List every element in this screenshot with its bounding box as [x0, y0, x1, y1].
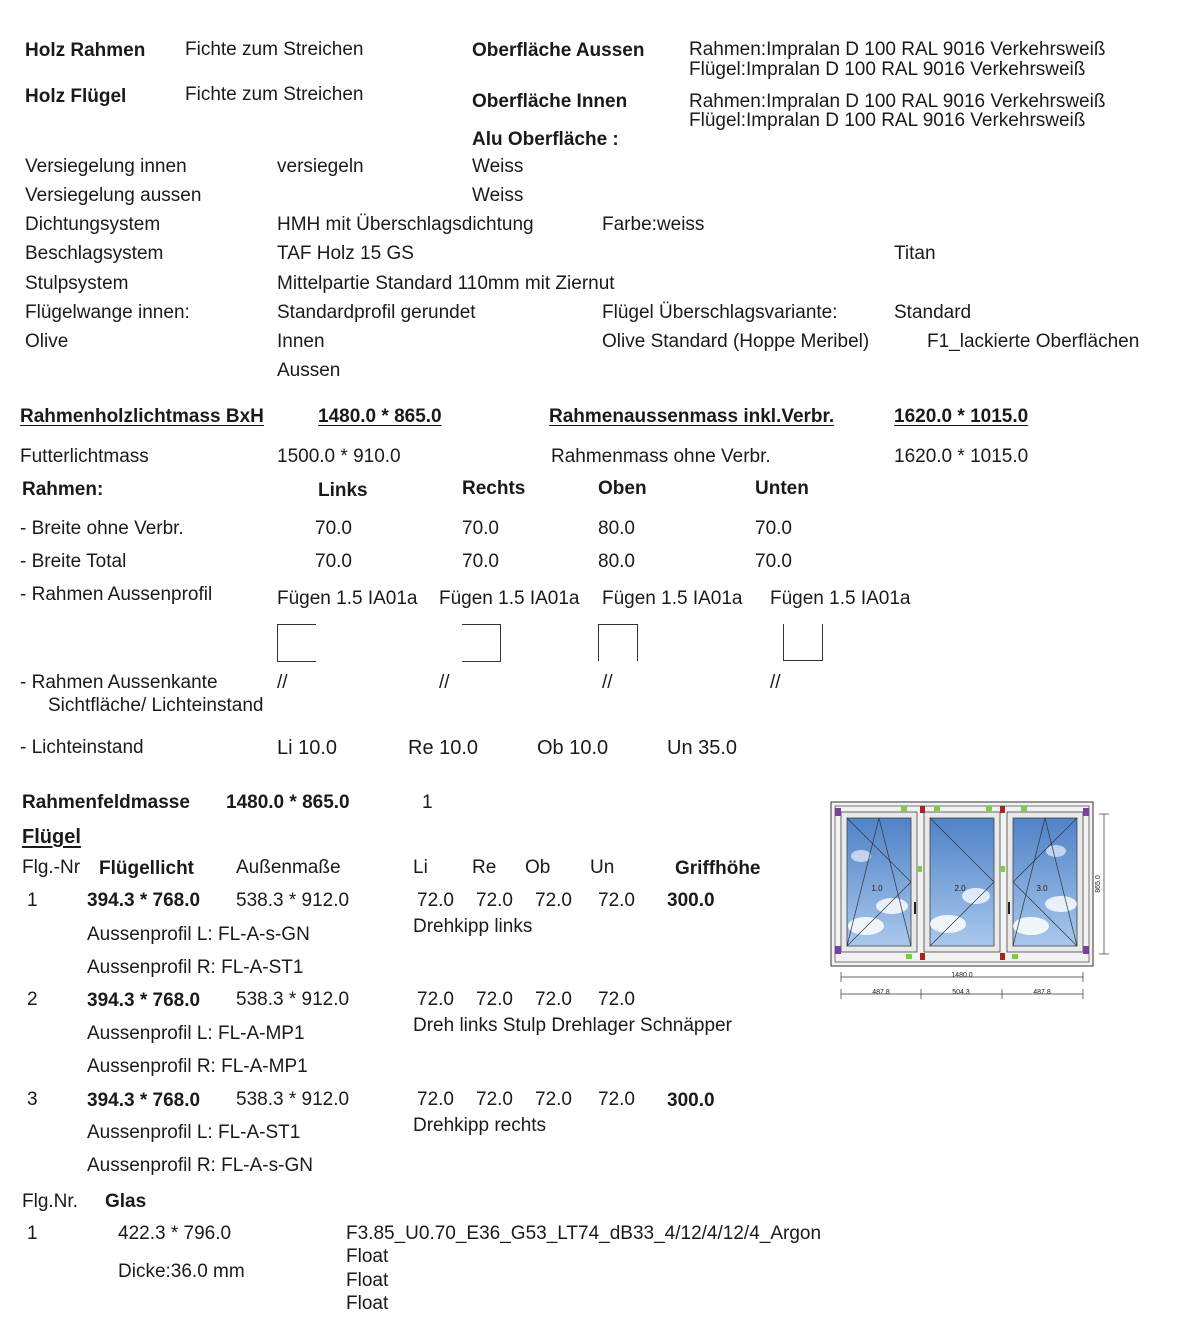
col-unten: Unten	[755, 478, 809, 499]
fluegel-row-li: 72.0	[417, 989, 454, 1010]
alu-oberflaeche-label: Alu Oberfläche :	[472, 129, 619, 150]
dichtungsystem-farbe: Farbe:weiss	[602, 214, 705, 235]
glas-dicke: Dicke:36.0 mm	[118, 1261, 245, 1282]
fluegel-row-un: 72.0	[598, 890, 635, 911]
fluegel-header-griff: Griffhöhe	[675, 858, 761, 879]
lichteinstand-rechts: Re 10.0	[408, 737, 479, 759]
rahmenfeldmasse-value: 1480.0 * 865.0	[226, 792, 350, 813]
dichtungsystem-value: HMH mit Überschlagsdichtung	[277, 214, 534, 235]
fluegel-title: Flügel	[22, 826, 81, 848]
fluegel-row-griff: 300.0	[667, 1090, 715, 1111]
rahmenholzlichtmass-label: Rahmenholzlichtmass BxH	[20, 406, 264, 427]
stulpsystem-label: Stulpsystem	[25, 273, 129, 294]
lichteinstand-unten: Un 35.0	[667, 737, 738, 759]
fluegel-header-un: Un	[590, 857, 615, 878]
fluegel-row-licht: 394.3 * 768.0	[87, 1090, 201, 1111]
fluegel-row-profil-l: Aussenprofil L: FL-A-MP1	[87, 1023, 305, 1044]
holz-rahmen-label: Holz Rahmen	[25, 40, 146, 61]
breite-total-label: - Breite Total	[20, 551, 127, 572]
oberflaeche-innen-rahmen: Rahmen:Impralan D 100 RAL 9016 Verkehrsweiß	[689, 91, 1106, 112]
aussenkante-oben: //	[602, 672, 613, 693]
fluegel-row-re: 72.0	[476, 890, 513, 911]
aussenprofil-oben: Fügen 1.5 IA01a	[602, 588, 743, 609]
fluegel-row-aussen: 538.3 * 912.0	[236, 890, 350, 911]
olive-aussen: Aussen	[277, 360, 341, 381]
oberflaeche-aussen-rahmen: Rahmen:Impralan D 100 RAL 9016 Verkehrsweiß	[689, 39, 1106, 60]
col-rechts: Rechts	[462, 478, 526, 499]
glas-nr: 1	[27, 1223, 38, 1244]
ueberschlag-value: Standard	[894, 302, 972, 323]
oberflaeche-innen-fluegel: Flügel:Impralan D 100 RAL 9016 Verkehrsweiß	[689, 110, 1086, 131]
part-label: 487.8	[872, 989, 890, 996]
glas-nr-label: Flg.Nr.	[22, 1191, 78, 1212]
lichteinstand-label: - Lichteinstand	[20, 737, 144, 758]
profile-top-icon	[598, 624, 638, 661]
profile-right-icon	[462, 624, 501, 662]
glas-title: Glas	[105, 1191, 147, 1212]
aussenprofil-rechts: Fügen 1.5 IA01a	[439, 588, 580, 609]
profile-bottom-icon	[783, 624, 823, 661]
ueberschlag-label: Flügel Überschlagsvariante:	[602, 302, 838, 323]
holz-fluegel-value: Fichte zum Streichen	[185, 84, 364, 105]
fluegel-row-ob: 72.0	[535, 890, 572, 911]
fluegel-row-nr: 2	[27, 989, 38, 1010]
lichteinstand-oben: Ob 10.0	[537, 737, 609, 759]
height-dimension	[1095, 814, 1109, 954]
breite-ohne-oben: 80.0	[598, 518, 635, 539]
fluegel-row-li: 72.0	[417, 1089, 454, 1110]
fluegelwange-value: Standardprofil gerundet	[277, 302, 476, 323]
col-links: Links	[318, 480, 368, 501]
glas-layer: Float	[346, 1293, 389, 1314]
versiegelung-innen-label: Versiegelung innen	[25, 156, 187, 177]
part-label: 504.3	[952, 989, 970, 996]
rahmenfeldmasse-count: 1	[422, 792, 433, 813]
aussenprofil-links: Fügen 1.5 IA01a	[277, 588, 418, 609]
fluegel-row-li: 72.0	[417, 890, 454, 911]
futterlichtmass-value: 1500.0 * 910.0	[277, 446, 401, 467]
breite-ohne-unten: 70.0	[755, 518, 792, 539]
fluegel-row-ob: 72.0	[535, 989, 572, 1010]
fluegel-row-licht: 394.3 * 768.0	[87, 890, 201, 911]
versiegelung-innen-value: versiegeln	[277, 156, 364, 177]
window-drawing	[826, 796, 1116, 1006]
fluegel-row-profil-l: Aussenprofil L: FL-A-s-GN	[87, 924, 310, 945]
oberflaeche-innen-label: Oberfläche Innen	[472, 91, 628, 112]
fluegel-header-re: Re	[472, 857, 497, 878]
sash-2	[924, 812, 1000, 952]
lichteinstand-links: Li 10.0	[277, 737, 338, 759]
aussenprofil-label: - Rahmen Aussenprofil	[20, 584, 213, 605]
rahmenaussenmass-label: Rahmenaussenmass inkl.Verbr.	[549, 406, 835, 427]
sash-3	[1007, 812, 1083, 952]
fluegel-row-profil-l: Aussenprofil L: FL-A-ST1	[87, 1122, 301, 1143]
sash-label: 2.0	[954, 884, 966, 893]
glas-size: 422.3 * 796.0	[118, 1223, 232, 1244]
breite-total-unten: 70.0	[755, 551, 792, 572]
rahmenmass-ohne-value: 1620.0 * 1015.0	[894, 446, 1029, 467]
profile-left-icon	[277, 624, 316, 662]
fluegel-row-licht: 394.3 * 768.0	[87, 990, 201, 1011]
fluegel-row-nr: 3	[27, 1089, 38, 1110]
olive-oberflaeche: F1_lackierte Oberflächen	[927, 331, 1140, 352]
fluegel-row-re: 72.0	[476, 989, 513, 1010]
fluegel-header-licht: Flügellicht	[99, 858, 194, 879]
aussenkante-rechts: //	[439, 672, 450, 693]
rahmenmass-ohne-label: Rahmenmass ohne Verbr.	[551, 446, 771, 467]
height-label: 865.0	[1095, 875, 1102, 893]
fluegel-row-type: Dreh links Stulp Drehlager Schnäpper	[413, 1015, 732, 1036]
aussenkante-links: //	[277, 672, 288, 693]
width-dimension	[841, 972, 1083, 999]
beschlagsystem-value: TAF Holz 15 GS	[277, 243, 414, 264]
futterlichtmass-label: Futterlichtmass	[20, 446, 149, 467]
versiegelung-innen-alu: Weiss	[472, 156, 524, 177]
rahmenfeldmasse-label: Rahmenfeldmasse	[22, 792, 190, 813]
fluegel-header-li: Li	[413, 857, 428, 878]
holz-rahmen-value: Fichte zum Streichen	[185, 39, 364, 60]
glas-layer: Float	[346, 1270, 389, 1291]
rahmen-title: Rahmen:	[22, 479, 104, 500]
holz-fluegel-label: Holz Flügel	[25, 86, 127, 107]
oberflaeche-aussen-fluegel: Flügel:Impralan D 100 RAL 9016 Verkehrsweiß	[689, 59, 1086, 80]
beschlagsystem-farbe: Titan	[894, 243, 936, 264]
breite-total-rechts: 70.0	[462, 551, 499, 572]
fluegel-row-re: 72.0	[476, 1089, 513, 1110]
fluegel-row-type: Drehkipp rechts	[413, 1115, 547, 1136]
breite-ohne-rechts: 70.0	[462, 518, 499, 539]
olive-value: Olive Standard (Hoppe Meribel)	[602, 331, 870, 352]
breite-ohne-links: 70.0	[315, 518, 352, 539]
aussenprofil-unten: Fügen 1.5 IA01a	[770, 588, 911, 609]
breite-total-oben: 80.0	[598, 551, 635, 572]
fluegel-row-aussen: 538.3 * 912.0	[236, 989, 350, 1010]
sash-label: 3.0	[1036, 884, 1048, 893]
sash-label: 1.0	[871, 884, 883, 893]
aussenkante-sublabel: Sichtfläche/ Lichteinstand	[48, 695, 264, 716]
rahmenaussenmass-value: 1620.0 * 1015.0	[894, 406, 1029, 427]
aussenkante-unten: //	[770, 672, 781, 693]
fluegel-row-type: Drehkipp links	[413, 916, 533, 937]
oberflaeche-aussen-label: Oberfläche Aussen	[472, 40, 645, 61]
part-label: 487.8	[1033, 989, 1051, 996]
versiegelung-aussen-alu: Weiss	[472, 185, 524, 206]
fluegel-row-profil-r: Aussenprofil R: FL-A-MP1	[87, 1056, 308, 1077]
glas-spec: F3.85_U0.70_E36_G53_LT74_dB33_4/12/4/12/4_Argon	[346, 1223, 822, 1244]
fluegel-row-ob: 72.0	[535, 1089, 572, 1110]
breite-ohne-label: - Breite ohne Verbr.	[20, 518, 184, 539]
olive-innen: Innen	[277, 331, 325, 352]
fluegel-header-ob: Ob	[525, 857, 551, 878]
fluegel-row-un: 72.0	[598, 1089, 635, 1110]
sash-1	[841, 812, 917, 952]
stulpsystem-value: Mittelpartie Standard 110mm mit Ziernut	[277, 273, 615, 294]
fluegelwange-label: Flügelwange innen:	[25, 302, 190, 323]
olive-label: Olive	[25, 331, 69, 352]
glas-layer: Float	[346, 1246, 389, 1267]
rahmenholzlichtmass-value: 1480.0 * 865.0	[318, 406, 442, 427]
fluegel-row-nr: 1	[27, 890, 38, 911]
width-label: 1480.0	[951, 972, 973, 979]
fluegel-header-nr: Flg.-Nr	[22, 857, 81, 878]
fluegel-row-un: 72.0	[598, 989, 635, 1010]
fluegel-row-aussen: 538.3 * 912.0	[236, 1089, 350, 1110]
versiegelung-aussen-label: Versiegelung aussen	[25, 185, 202, 206]
fluegel-row-profil-r: Aussenprofil R: FL-A-ST1	[87, 957, 304, 978]
fluegel-row-profil-r: Aussenprofil R: FL-A-s-GN	[87, 1155, 313, 1176]
breite-total-links: 70.0	[315, 551, 352, 572]
fluegel-row-griff: 300.0	[667, 890, 715, 911]
dichtungsystem-label: Dichtungsystem	[25, 214, 161, 235]
aussenkante-label: - Rahmen Aussenkante	[20, 672, 218, 693]
col-oben: Oben	[598, 478, 647, 499]
beschlagsystem-label: Beschlagsystem	[25, 243, 164, 264]
fluegel-header-aussen: Außenmaße	[236, 857, 341, 878]
